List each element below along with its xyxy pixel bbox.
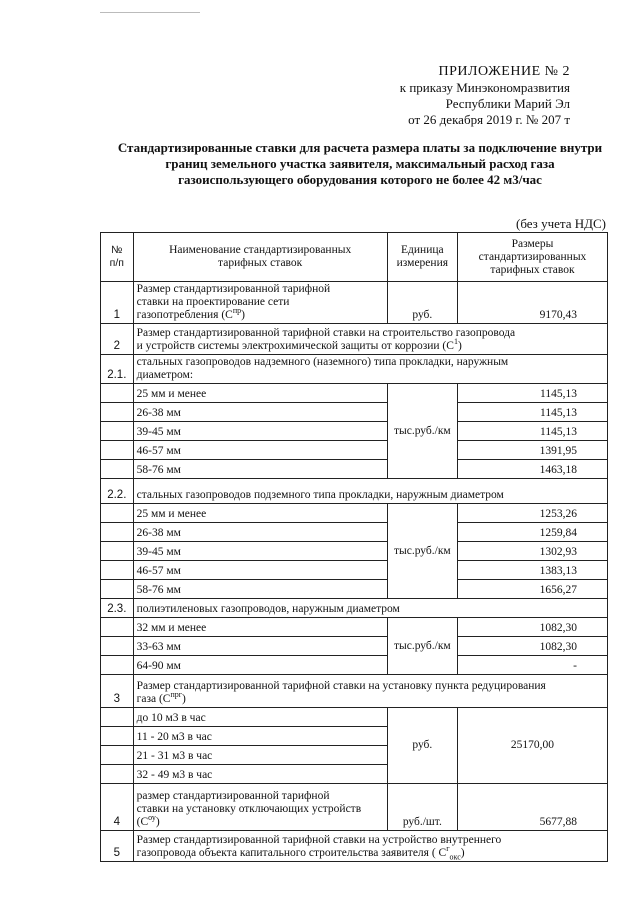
row-value: 1145,13 xyxy=(457,403,607,422)
row-name: 58-76 мм xyxy=(133,460,387,479)
row-value: 1391,95 xyxy=(457,441,607,460)
table-row xyxy=(101,675,608,708)
appendix-line: Республики Марий Эл xyxy=(445,96,570,111)
row-num: 5 xyxy=(101,831,134,862)
table-row xyxy=(101,580,608,599)
header-unit: Единица измерения xyxy=(387,233,457,282)
row-unit: тыс.руб./км xyxy=(387,384,457,479)
row-value: 25170,00 xyxy=(457,708,607,784)
vat-note: (без учета НДС) xyxy=(515,216,606,231)
table-row xyxy=(101,441,608,460)
table-row xyxy=(101,282,608,324)
table-row xyxy=(101,784,608,831)
row-name: 26-38 мм xyxy=(133,523,387,542)
appendix-line: от 26 декабря 2019 г. № 207 т xyxy=(408,112,570,127)
row-num: 1 xyxy=(101,282,134,324)
row-name: 32 мм и менее xyxy=(133,618,387,637)
table-row xyxy=(101,708,608,727)
row-num: 3 xyxy=(101,675,134,708)
row-name: Размер стандартизированной тарифной ставки на строительство газопровода и устройств системы электрохимической защиты от коррозии $(С^1)$ xyxy=(133,324,607,355)
header-size: Размеры стандартизированных тарифных ставок xyxy=(457,233,607,282)
row-unit: руб./шт. xyxy=(387,784,457,831)
row-value: 1082,30 xyxy=(457,637,607,656)
row-value: 1253,26 xyxy=(457,504,607,523)
title-line: границ земельного участка заявителя, максимальный расход газа xyxy=(165,156,555,171)
table-header-row xyxy=(101,233,608,282)
table-row xyxy=(101,422,608,441)
table-row xyxy=(101,618,608,637)
title-line: Стандартизированные ставки для расчета размера платы за подключение внутри xyxy=(117,140,603,155)
row-unit: руб. xyxy=(387,708,457,784)
row-num: 4 xyxy=(101,784,134,831)
rates-table xyxy=(100,232,608,862)
row-value: 9170,43 xyxy=(457,282,607,324)
row-name: 39-45 мм xyxy=(133,542,387,561)
header-name: Наименование стандартизированных тарифных ставок xyxy=(133,233,387,282)
appendix-title: ПРИЛОЖЕНИЕ № 2 xyxy=(438,64,570,79)
row-name: 39-45 мм xyxy=(133,422,387,441)
row-value: 1383,13 xyxy=(457,561,607,580)
row-value: 1145,13 xyxy=(457,384,607,403)
row-name: полиэтиленовых газопроводов, наружным диаметром xyxy=(133,599,607,618)
row-name: стальных газопроводов подземного типа прокладки, наружным диаметром xyxy=(133,479,607,504)
row-value: 1656,27 xyxy=(457,580,607,599)
title-line: газоиспользующего оборудования которого не более 42 м3/час xyxy=(178,172,542,187)
table-row xyxy=(101,460,608,479)
row-unit: тыс.руб./км xyxy=(387,504,457,599)
row-name: 21 - 31 м3 в час xyxy=(133,746,387,765)
row-name: 46-57 мм xyxy=(133,441,387,460)
table-row xyxy=(101,384,608,403)
row-value: 5677,88 xyxy=(457,784,607,831)
row-name: 46-57 мм xyxy=(133,561,387,580)
table-row xyxy=(101,403,608,422)
row-name: 26-38 мм xyxy=(133,403,387,422)
table-row xyxy=(101,561,608,580)
row-unit: руб. xyxy=(387,282,457,324)
row-num: 2.1. xyxy=(101,355,134,384)
row-num: 2.3. xyxy=(101,599,134,618)
row-name: 58-76 мм xyxy=(133,580,387,599)
row-value: 1145,13 xyxy=(457,422,607,441)
row-name: 25 мм и менее xyxy=(133,504,387,523)
row-name: размер стандартизированной тарифной ставки на установку отключающих устройств $(С^{оу})$ xyxy=(133,784,387,831)
row-value: 1302,93 xyxy=(457,542,607,561)
table-row xyxy=(101,542,608,561)
row-name: 25 мм и менее xyxy=(133,384,387,403)
row-name: 11 - 20 м3 в час xyxy=(133,727,387,746)
row-num: 2.2. xyxy=(101,479,134,504)
table-row xyxy=(101,504,608,523)
row-name: Размер стандартизированной тарифной ставки на устройство внутреннего газопровода объекта капитального строительства заявителя ( $С^г_{окс}$) xyxy=(133,831,607,862)
document-title xyxy=(110,140,610,188)
row-unit: тыс.руб./км xyxy=(387,618,457,675)
row-name: 64-90 мм xyxy=(133,656,387,675)
row-name: стальных газопроводов надземного (наземного) типа прокладки, наружным диаметром: xyxy=(133,355,607,384)
appendix-block xyxy=(400,64,570,128)
table-row xyxy=(101,479,608,504)
row-name: 32 - 49 м3 в час xyxy=(133,765,387,784)
header-num: № п/п xyxy=(101,233,134,282)
appendix-line: к приказу Минэкономразвития xyxy=(399,80,570,95)
row-name: Размер стандартизированной тарифной ставки на установку пункта редуцирования газа $(С^{прг})$ xyxy=(133,675,607,708)
row-name: до 10 м3 в час xyxy=(133,708,387,727)
table-row xyxy=(101,523,608,542)
row-value: 1082,30 xyxy=(457,618,607,637)
row-value: 1463,18 xyxy=(457,460,607,479)
row-name: Размер стандартизированной тарифной ставки на проектирование сети газопотребления $(С^{пр})$ xyxy=(133,282,387,324)
table-row xyxy=(101,656,608,675)
table-row xyxy=(101,355,608,384)
table-row xyxy=(101,637,608,656)
row-name: 33-63 мм xyxy=(133,637,387,656)
row-value: 1259,84 xyxy=(457,523,607,542)
table-row xyxy=(101,324,608,355)
table-row xyxy=(101,599,608,618)
row-num: 2 xyxy=(101,324,134,355)
table-row xyxy=(101,831,608,862)
row-value: - xyxy=(457,656,607,675)
scan-edge-line xyxy=(100,12,200,13)
